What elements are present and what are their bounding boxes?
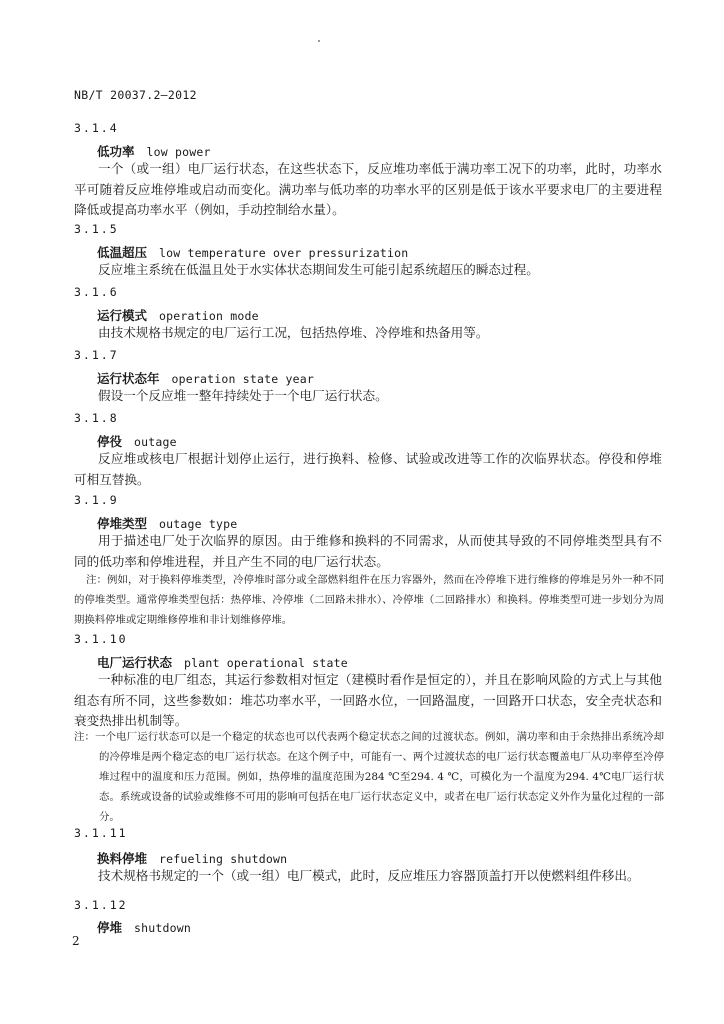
term-definition: 反应堆主系统在低温且处于水实体状态期间发生可能引起系统超压的瞬态过程。 xyxy=(98,262,539,277)
section-number: 3.1.5 xyxy=(74,222,119,236)
term-heading xyxy=(97,369,314,387)
term-heading xyxy=(97,849,287,867)
term-zh: 低温超压 xyxy=(97,245,148,260)
section-number: 3.1.8 xyxy=(74,411,119,425)
section-number: 3.1.6 xyxy=(74,285,119,299)
term-zh: 运行状态年 xyxy=(97,371,160,386)
term-definition: 假设一个反应堆一整年持续处于一个电厂运行状态。 xyxy=(98,388,388,403)
section-number: 3.1.9 xyxy=(74,493,119,507)
term-en: plant operational state xyxy=(184,656,348,670)
term-note: 注：一个电厂运行状态可以是一个稳定的状态也可以代表两个稳定状态之间的过渡状态。例如，满功率和由于余热排出系统冷却的冷停堆是两个稳定态的电厂运行状态。在这个例子中，可能有一、两个过渡状态的电厂运行状态覆盖电厂从功率停至冷停堆过程中的温度和压力范围。例如，热停堆的温度范围为284 ℃至294. 4 ℃，可模化为一个温度为294. 4℃电厂运行状态。系统或设备的试验或维修不可用的影响可包括在电厂运行状态定义中，或者在电厂运行状态定义外作为量化过程的一部分。 xyxy=(74,731,664,823)
term-en: operation state year xyxy=(171,372,314,386)
term-en: outage type xyxy=(159,517,238,531)
term-zh: 停堆类型 xyxy=(97,516,148,531)
standard-code-header: NB/T 20037.2—2012 xyxy=(74,88,197,102)
term-zh: 电厂运行状态 xyxy=(97,655,173,670)
scan-speck xyxy=(318,40,320,42)
term-heading xyxy=(97,243,408,261)
term-heading xyxy=(97,653,348,671)
term-en: operation mode xyxy=(159,309,259,323)
term-heading xyxy=(97,306,259,324)
term-definition: 用于描述电厂处于次临界的原因。由于维修和换料的不同需求，从而使其导致的不同停堆类型具有不同的低功率和停堆进程，并且产生不同的电厂运行状态。 xyxy=(74,533,662,569)
term-heading xyxy=(97,514,237,532)
term-en: refueling shutdown xyxy=(159,852,288,866)
term-en: low temperature over pressurization xyxy=(159,246,409,260)
term-note: 注：例如，对于换料停堆类型，冷停堆时部分或全部燃料组件在压力容器外，然而在冷停堆下进行维修的停堆是另外一种不同的停堆类型。通常停堆类型包括：热停堆、冷停堆（二回路未排水）、冷停堆（二回路排水）和换料。停堆类型可进一步划分为周期换料停堆或定期维修停堆和非计划维修停堆。 xyxy=(74,574,664,626)
term-heading xyxy=(97,432,177,450)
term-heading xyxy=(97,142,211,160)
term-zh: 换料停堆 xyxy=(97,851,148,866)
section-number: 3.1.7 xyxy=(74,348,119,362)
term-en: outage xyxy=(134,435,177,449)
term-definition: 一个（或一组）电厂运行状态，在这些状态下，反应堆功率低于满功率工况下的功率，此时，功率水平可随着反应堆停堆或启动而变化。满功率与低功率的功率水平的区别是低于该水平要求电厂的主要进程降低或提高功率水平（例如，手动控制给水量）。 xyxy=(74,161,662,217)
term-zh: 停役 xyxy=(97,434,123,449)
term-definition: 技术规格书规定的一个（或一组）电厂模式，此时，反应堆压力容器顶盖打开以使燃料组件移出。 xyxy=(98,868,640,883)
term-zh: 低功率 xyxy=(97,144,135,159)
page-number: 2 xyxy=(72,934,80,948)
section-number: 3.1.12 xyxy=(74,898,128,912)
term-heading xyxy=(97,918,191,936)
term-definition: 由技术规格书规定的电厂运行工况，包括热停堆、冷停堆和热备用等。 xyxy=(98,325,489,340)
section-number: 3.1.10 xyxy=(74,632,128,646)
term-zh: 运行模式 xyxy=(97,308,148,323)
section-number: 3.1.11 xyxy=(74,826,128,840)
term-en: shutdown xyxy=(134,921,192,935)
section-number: 3.1.4 xyxy=(74,121,119,135)
term-definition: 反应堆或核电厂根据计划停止运行，进行换料、检修、试验或改进等工作的次临界状态。停役和停堆可相互替换。 xyxy=(74,451,662,487)
term-definition: 一种标准的电厂组态，其运行参数相对恒定（建模时看作是恒定的），并且在影响风险的方式上与其他组态有所不同，这些参数如：堆芯功率水平，一回路水位，一回路温度，一回路开口状态，安全壳状态和衰变热排出机制等。 xyxy=(74,672,662,728)
term-en: low power xyxy=(146,145,211,159)
term-zh: 停堆 xyxy=(97,920,123,935)
